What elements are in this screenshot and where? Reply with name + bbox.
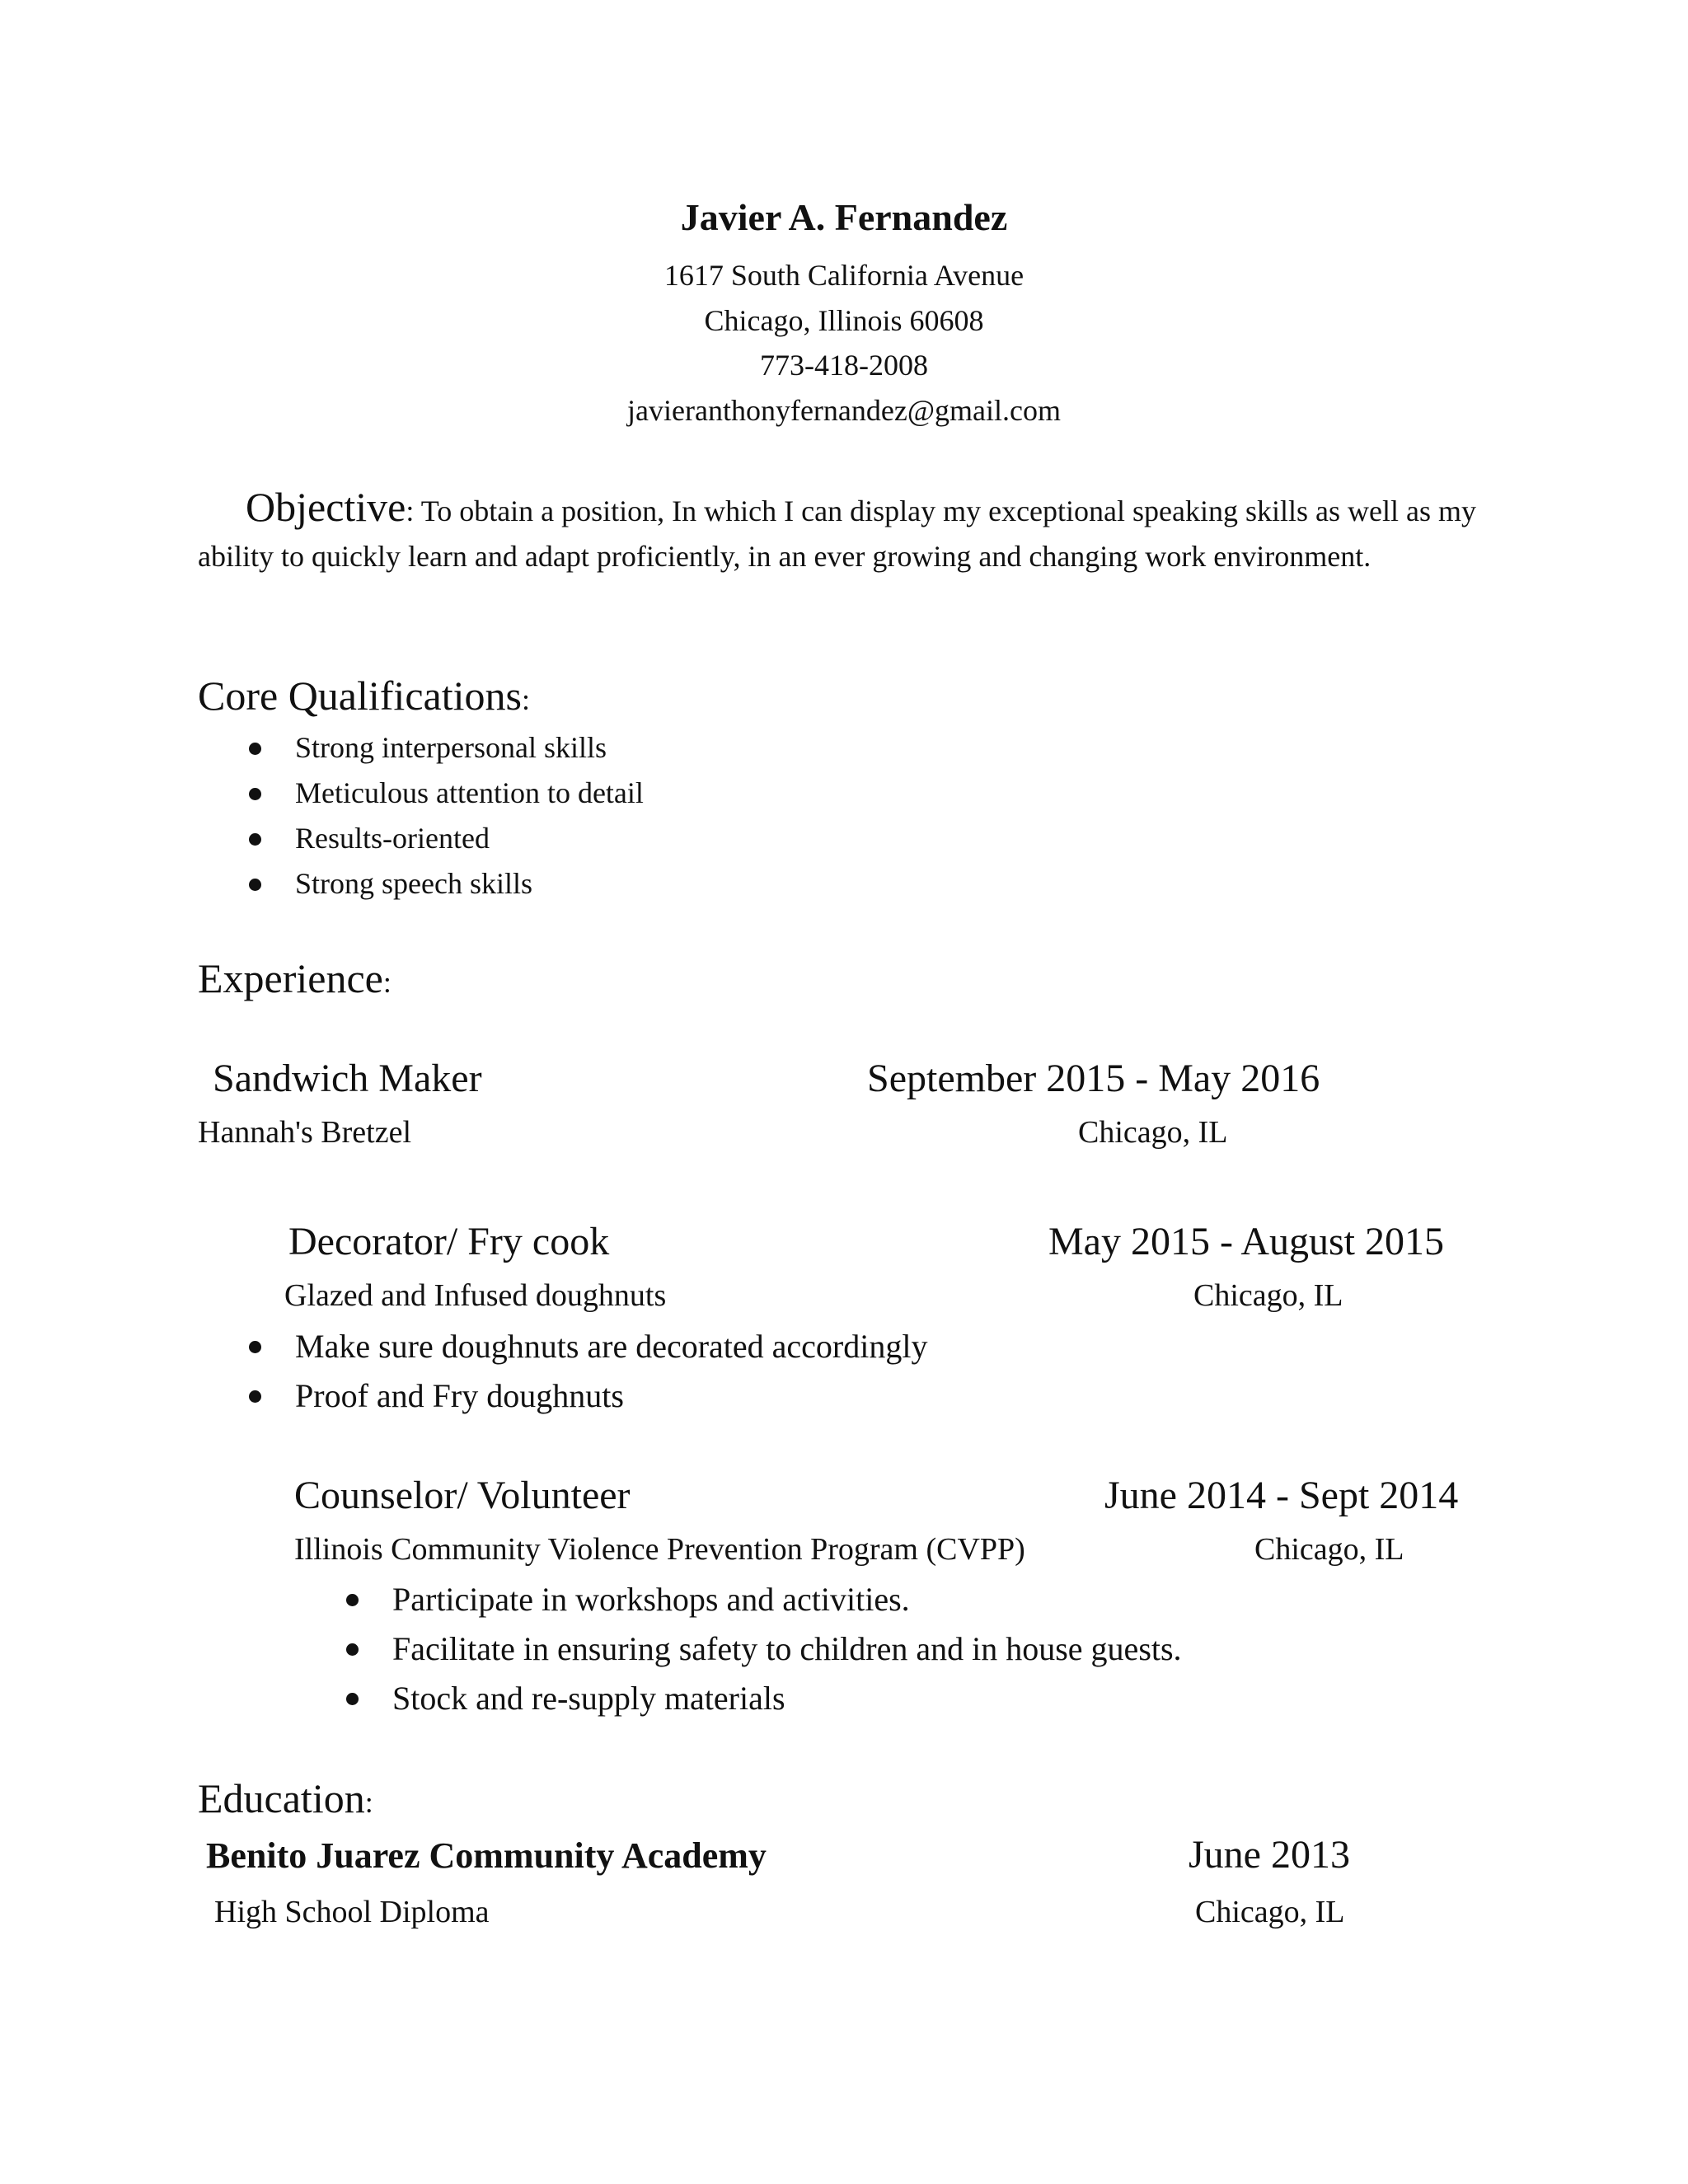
job-duty-text: Make sure doughnuts are decorated accordingly	[295, 1328, 928, 1365]
bullet-icon	[346, 1643, 359, 1656]
objective-label: Objective	[246, 484, 406, 530]
job-duty-text: Proof and Fry doughnuts	[295, 1377, 624, 1414]
bullet-icon	[249, 879, 261, 891]
list-item	[295, 1575, 1182, 1624]
qualification-text: Strong interpersonal skills	[295, 731, 607, 764]
job-dates: June 2014 - Sept 2014	[1104, 1474, 1459, 1517]
job-title: Sandwich Maker	[213, 1057, 482, 1100]
job-location: Chicago, IL	[1254, 1532, 1404, 1567]
email-address: javieranthonyfernandez@gmail.com	[627, 394, 1061, 427]
degree-name: High School Diploma	[214, 1895, 490, 1929]
resume-name: Javier A. Fernandez	[680, 196, 1008, 238]
objective-paragraph	[198, 485, 1500, 579]
list-item	[198, 861, 644, 907]
job-location: Chicago, IL	[1078, 1115, 1228, 1150]
job-duties-list	[295, 1575, 1182, 1723]
job-organization: Illinois Community Violence Prevention Program (CVPP)	[294, 1532, 1025, 1567]
job-location: Chicago, IL	[1193, 1278, 1343, 1313]
education-heading	[198, 1774, 373, 1827]
qualifications-title: Core Qualifications	[198, 673, 522, 719]
job-duties-list	[198, 1322, 927, 1421]
phone-number: 773-418-2008	[760, 349, 928, 382]
school-location: Chicago, IL	[1195, 1895, 1345, 1929]
job-organization: Hannah's Bretzel	[198, 1115, 412, 1150]
list-item	[295, 1674, 1182, 1723]
address-line-2: Chicago, Illinois 60608	[704, 304, 984, 337]
bullet-icon	[249, 1341, 261, 1353]
experience-colon: :	[382, 966, 392, 999]
job-title: Counselor/ Volunteer	[294, 1474, 631, 1517]
education-title: Education	[198, 1775, 365, 1821]
job-title: Decorator/ Fry cook	[288, 1220, 610, 1263]
objective-text: : To obtain a position, In which I can display my exceptional speaking skills as well as my ability to quickly learn and adapt proficiently, in an ever growing and changing work environment.	[198, 494, 1476, 573]
job-duty-text: Facilitate in ensuring safety to children and in house guests.	[392, 1630, 1182, 1667]
bullet-icon	[249, 1390, 261, 1403]
experience-title: Experience	[198, 955, 383, 1001]
list-item	[295, 1624, 1182, 1674]
job-dates: September 2015 - May 2016	[867, 1057, 1320, 1100]
bullet-icon	[346, 1693, 359, 1705]
list-item	[198, 771, 644, 816]
job-duty-text: Participate in workshops and activities.	[392, 1581, 910, 1618]
job-duty-text: Stock and re-supply materials	[392, 1680, 785, 1717]
qualification-text: Meticulous attention to detail	[295, 776, 644, 809]
qualifications-heading	[198, 671, 530, 724]
qualification-text: Strong speech skills	[295, 867, 532, 900]
list-item	[198, 1371, 927, 1421]
list-item	[198, 725, 644, 771]
bullet-icon	[249, 833, 261, 846]
bullet-icon	[346, 1594, 359, 1606]
address-line-1: 1617 South California Avenue	[663, 259, 1025, 292]
bullet-icon	[249, 743, 261, 755]
graduation-date: June 2013	[1189, 1833, 1350, 1877]
qualification-text: Results-oriented	[295, 822, 490, 855]
qualifications-colon: :	[521, 683, 530, 716]
list-item	[198, 1322, 927, 1371]
school-name: Benito Juarez Community Academy	[206, 1835, 767, 1876]
job-dates: May 2015 - August 2015	[1048, 1220, 1444, 1263]
experience-heading	[198, 954, 392, 1007]
education-colon: :	[364, 1786, 373, 1819]
bullet-icon	[249, 788, 261, 800]
job-organization: Glazed and Infused doughnuts	[284, 1278, 667, 1313]
list-item	[198, 816, 644, 861]
qualifications-list	[198, 725, 644, 907]
